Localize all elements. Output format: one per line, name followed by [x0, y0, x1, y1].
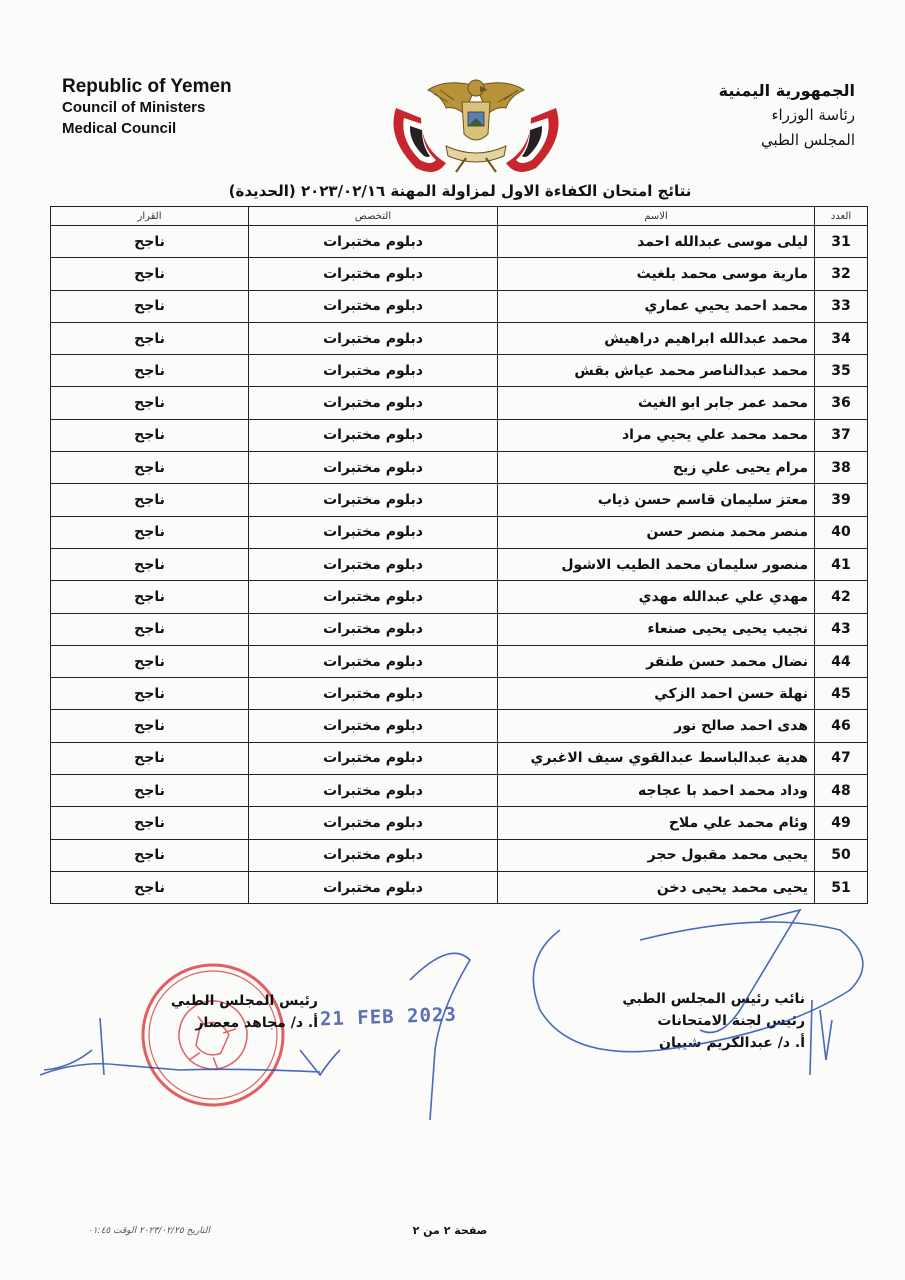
row-specialty: دبلوم مختبرات	[249, 807, 498, 839]
col-header-number: العدد	[815, 207, 868, 226]
row-decision: ناجح	[51, 452, 249, 484]
table-row	[51, 548, 868, 580]
row-specialty: دبلوم مختبرات	[249, 258, 498, 290]
table-row	[51, 613, 868, 645]
row-decision: ناجح	[51, 484, 249, 516]
row-decision: ناجح	[51, 548, 249, 580]
row-decision: ناجح	[51, 581, 249, 613]
row-name: مارية موسى محمد بلغيث	[498, 258, 815, 290]
row-specialty: دبلوم مختبرات	[249, 387, 498, 419]
row-specialty: دبلوم مختبرات	[249, 645, 498, 677]
row-specialty: دبلوم مختبرات	[249, 710, 498, 742]
row-number: 33	[815, 290, 868, 322]
row-decision: ناجح	[51, 419, 249, 451]
header-en-country: Republic of Yemen	[62, 76, 232, 97]
row-decision: ناجح	[51, 290, 249, 322]
row-specialty: دبلوم مختبرات	[249, 452, 498, 484]
table-row	[51, 355, 868, 387]
row-number: 34	[815, 322, 868, 354]
row-number: 45	[815, 678, 868, 710]
row-specialty: دبلوم مختبرات	[249, 290, 498, 322]
table-row	[51, 710, 868, 742]
row-number: 46	[815, 710, 868, 742]
signature-block-vice-chairman	[545, 988, 805, 1054]
row-name: هدية عبدالباسط عبدالقوي سيف الاغبري	[498, 742, 815, 774]
print-datetime: التاريخ ٢٠٢٣/٠٢/٢٥ الوقت ٠١:٤٥	[87, 1226, 210, 1236]
row-name: ليلى موسى عبدالله احمد	[498, 226, 815, 258]
row-specialty: دبلوم مختبرات	[249, 355, 498, 387]
table-row	[51, 871, 868, 903]
table-row	[51, 645, 868, 677]
row-name: محمد عبدالناصر محمد عياش بقش	[498, 355, 815, 387]
row-decision: ناجح	[51, 258, 249, 290]
medical-council-seal-icon	[138, 960, 288, 1110]
row-number: 51	[815, 871, 868, 903]
row-decision: ناجح	[51, 807, 249, 839]
table-row	[51, 322, 868, 354]
row-decision: ناجح	[51, 678, 249, 710]
row-name: مرام يحيى علي زيح	[498, 452, 815, 484]
header-arabic	[719, 78, 855, 153]
signature-block-chairman	[108, 990, 318, 1034]
table-row	[51, 581, 868, 613]
row-number: 47	[815, 742, 868, 774]
row-number: 48	[815, 775, 868, 807]
row-name: نهلة حسن احمد الزكي	[498, 678, 815, 710]
table-row	[51, 807, 868, 839]
row-number: 49	[815, 807, 868, 839]
row-specialty: دبلوم مختبرات	[249, 581, 498, 613]
signature-vice-title: نائب رئيس المجلس الطبي	[622, 991, 805, 1007]
row-specialty: دبلوم مختبرات	[249, 516, 498, 548]
row-name: هدى احمد صالح نور	[498, 710, 815, 742]
header-en-council: Council of Ministers	[62, 99, 206, 116]
header-ar-country: الجمهورية اليمنية	[718, 81, 855, 100]
col-header-specialty: التخصص	[249, 207, 498, 226]
date-stamp: 21 FEB 2023	[319, 1003, 458, 1031]
row-number: 35	[815, 355, 868, 387]
page-number: صفحة ٢ من ٢	[412, 1224, 488, 1237]
row-number: 41	[815, 548, 868, 580]
row-decision: ناجح	[51, 775, 249, 807]
table-header-row	[51, 207, 868, 226]
table-row	[51, 516, 868, 548]
header-en-medical: Medical Council	[62, 120, 177, 137]
header-ar-medical: المجلس الطبي	[760, 131, 855, 149]
table-row	[51, 452, 868, 484]
row-name: محمد محمد علي يحيي مراد	[498, 419, 815, 451]
row-decision: ناجح	[51, 839, 249, 871]
row-decision: ناجح	[51, 645, 249, 677]
row-number: 43	[815, 613, 868, 645]
col-header-decision: القرار	[51, 207, 249, 226]
table-row	[51, 387, 868, 419]
table-row	[51, 742, 868, 774]
row-specialty: دبلوم مختبرات	[249, 548, 498, 580]
row-number: 40	[815, 516, 868, 548]
row-name: نجيب يحيى يحيى صنعاء	[498, 613, 815, 645]
row-name: يحيى محمد يحيى دخن	[498, 871, 815, 903]
row-decision: ناجح	[51, 387, 249, 419]
results-title: نتائج امتحان الكفاءة الاول لمزاولة المهنة ٢٠٢٣/٠٢/١٦ (الحديدة)	[228, 182, 692, 200]
row-number: 31	[815, 226, 868, 258]
row-number: 44	[815, 645, 868, 677]
row-specialty: دبلوم مختبرات	[249, 775, 498, 807]
row-decision: ناجح	[51, 613, 249, 645]
row-decision: ناجح	[51, 871, 249, 903]
row-specialty: دبلوم مختبرات	[249, 484, 498, 516]
row-number: 38	[815, 452, 868, 484]
row-number: 36	[815, 387, 868, 419]
row-decision: ناجح	[51, 742, 249, 774]
signature-vice-name: أ. د/ عبدالكريم شيبان	[659, 1035, 805, 1051]
row-specialty: دبلوم مختبرات	[249, 742, 498, 774]
row-name: محمد احمد يحيي عماري	[498, 290, 815, 322]
row-decision: ناجح	[51, 322, 249, 354]
row-name: يحيى محمد مقبول حجر	[498, 839, 815, 871]
row-name: مهدي علي عبدالله مهدي	[498, 581, 815, 613]
table-row	[51, 226, 868, 258]
row-decision: ناجح	[51, 226, 249, 258]
table-row	[51, 775, 868, 807]
signature-chairman-title: رئيس المجلس الطبي	[170, 993, 318, 1009]
row-number: 42	[815, 581, 868, 613]
row-specialty: دبلوم مختبرات	[249, 322, 498, 354]
signature-committee-title: رئيس لجنة الامتحانات	[657, 1013, 805, 1029]
row-name: نضال محمد حسن طنقر	[498, 645, 815, 677]
row-decision: ناجح	[51, 710, 249, 742]
row-number: 32	[815, 258, 868, 290]
row-name: منصر محمد منصر حسن	[498, 516, 815, 548]
row-specialty: دبلوم مختبرات	[249, 613, 498, 645]
table-row	[51, 839, 868, 871]
table-row	[51, 258, 868, 290]
row-decision: ناجح	[51, 355, 249, 387]
signature-chairman-name: أ. د/ مجاهد معصار	[195, 1015, 318, 1031]
header-english	[62, 76, 232, 139]
header-ar-council: رئاسة الوزراء	[771, 106, 855, 124]
row-name: محمد عمر جابر ابو الغيث	[498, 387, 815, 419]
row-specialty: دبلوم مختبرات	[249, 871, 498, 903]
row-decision: ناجح	[51, 516, 249, 548]
table-body	[51, 226, 868, 904]
table-row	[51, 290, 868, 322]
row-name: وئام محمد علي ملاح	[498, 807, 815, 839]
row-name: منصور سليمان محمد الطيب الاشول	[498, 548, 815, 580]
row-specialty: دبلوم مختبرات	[249, 226, 498, 258]
row-specialty: دبلوم مختبرات	[249, 678, 498, 710]
table-row	[51, 484, 868, 516]
row-specialty: دبلوم مختبرات	[249, 419, 498, 451]
results-table	[50, 206, 868, 904]
row-name: محمد عبدالله ابراهيم دراهيش	[498, 322, 815, 354]
table-row	[51, 678, 868, 710]
row-name: وداد محمد احمد با عجاجه	[498, 775, 815, 807]
row-number: 39	[815, 484, 868, 516]
col-header-name: الاسم	[498, 207, 815, 226]
yemen-emblem-icon	[376, 68, 576, 180]
row-number: 37	[815, 419, 868, 451]
row-number: 50	[815, 839, 868, 871]
row-name: معتز سليمان قاسم حسن ذياب	[498, 484, 815, 516]
table-row	[51, 419, 868, 451]
row-specialty: دبلوم مختبرات	[249, 839, 498, 871]
